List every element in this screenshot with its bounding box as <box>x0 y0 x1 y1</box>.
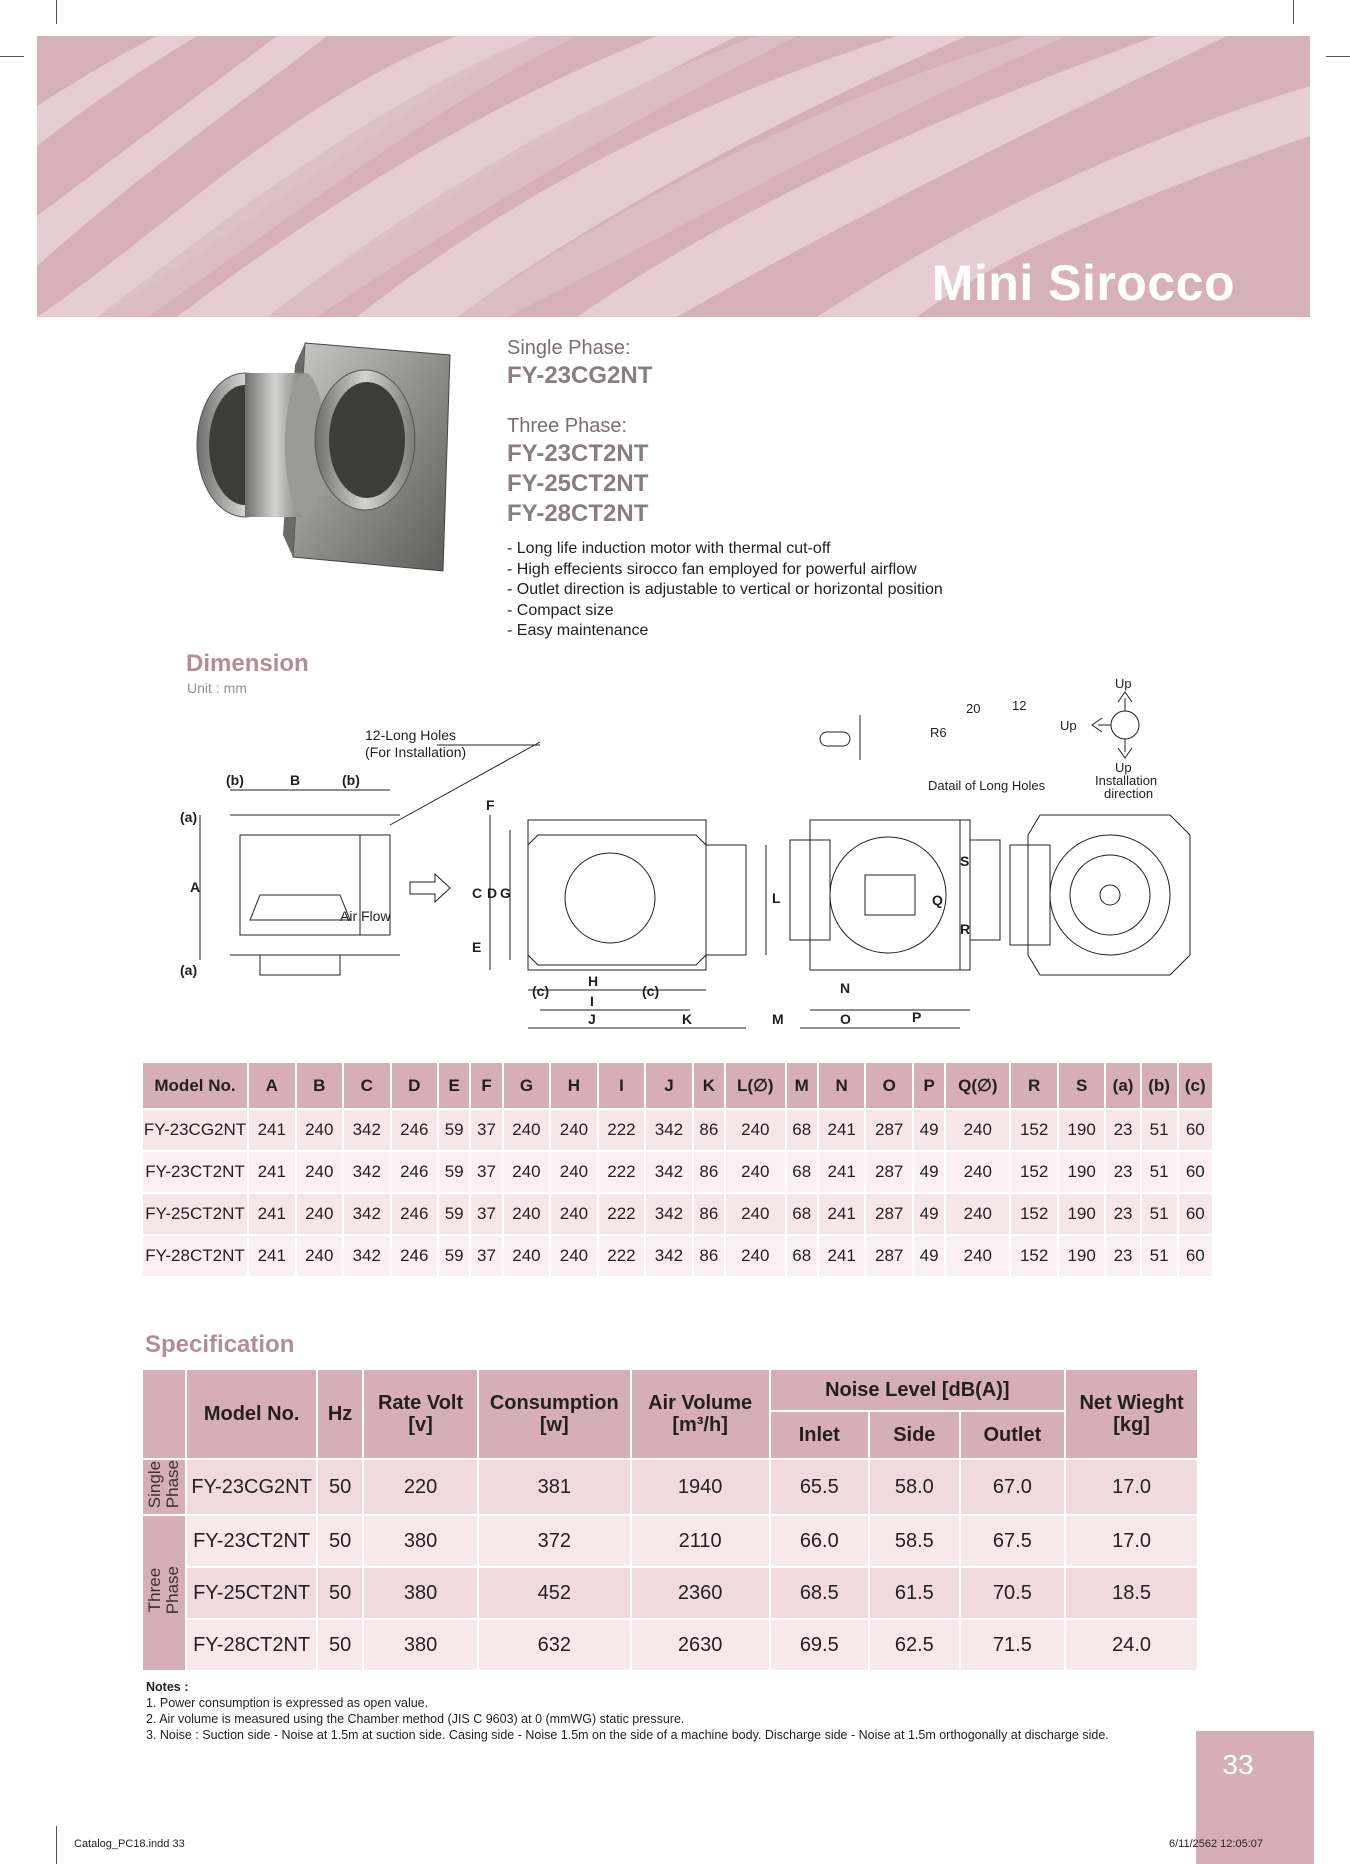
label-12: 12 <box>1012 698 1027 713</box>
label-installation: Installation <box>1095 773 1158 788</box>
dimension-cell: 240 <box>726 1236 785 1276</box>
column-header: Model No. <box>143 1063 247 1108</box>
dimension-cell: 59 <box>439 1236 469 1276</box>
note-item: 1. Power consumption is expressed as open value. <box>146 1696 429 1710</box>
dimension-cell: 241 <box>819 1236 865 1276</box>
side-cell: 62.5 <box>870 1620 959 1670</box>
model-cell: FY-23CG2NT <box>187 1460 316 1514</box>
label-up: Up <box>1060 718 1077 733</box>
dimension-cell: 342 <box>344 1236 390 1276</box>
single-phase-label: Single Phase: <box>507 337 631 359</box>
weight-cell: 24.0 <box>1066 1620 1197 1670</box>
model-cell: FY-23CT2NT <box>143 1152 247 1192</box>
air-volume-label: Air Volume <box>648 1392 753 1414</box>
dimension-cell: 241 <box>249 1110 295 1150</box>
dimension-cell: 51 <box>1142 1236 1177 1276</box>
model-cell: FY-28CT2NT <box>143 1236 247 1276</box>
dimension-cell: 51 <box>1142 1110 1177 1150</box>
model-cell: FY-25CT2NT <box>187 1568 316 1618</box>
phase-word: Single <box>145 1460 165 1508</box>
dimension-cell: 152 <box>1011 1152 1057 1192</box>
label-P: P <box>912 1009 922 1025</box>
dimension-cell: 222 <box>599 1236 645 1276</box>
label-I: I <box>590 993 594 1009</box>
consumption-cell: 452 <box>479 1568 630 1618</box>
column-header: A <box>249 1063 295 1108</box>
label-up: Up <box>1115 676 1132 691</box>
dimension-table <box>141 1061 1214 1278</box>
table-row <box>143 1460 1197 1514</box>
dimension-cell: 342 <box>646 1236 692 1276</box>
label-A: A <box>190 879 201 895</box>
hz-cell: 50 <box>318 1516 362 1566</box>
dimension-cell: 190 <box>1059 1236 1105 1276</box>
column-header: (c) <box>1179 1063 1212 1108</box>
air-volume-cell: 2630 <box>632 1620 769 1670</box>
dimension-cell: 241 <box>249 1194 295 1234</box>
model-cell: FY-25CT2NT <box>143 1194 247 1234</box>
label-D: D <box>487 885 498 901</box>
dimension-cell: 240 <box>297 1194 343 1234</box>
table-row <box>143 1568 1197 1618</box>
dimension-cell: 240 <box>726 1110 785 1150</box>
label-H: H <box>588 973 599 989</box>
product-intro <box>507 335 1067 642</box>
phase-word: Phase <box>163 1566 183 1615</box>
dimension-cell: 23 <box>1106 1110 1139 1150</box>
dimension-cell: 240 <box>504 1110 550 1150</box>
label-K: K <box>682 1011 693 1027</box>
rate-volt-label: Rate Volt <box>377 1392 464 1414</box>
label-a: (a) <box>180 962 198 978</box>
column-header: Side <box>870 1412 959 1458</box>
dimension-cell: 23 <box>1106 1194 1139 1234</box>
dimension-cell: 59 <box>439 1152 469 1192</box>
dimension-cell: 287 <box>866 1194 912 1234</box>
consumption-cell: 381 <box>479 1460 630 1514</box>
consumption-cell: 372 <box>479 1516 630 1566</box>
inlet-cell: 69.5 <box>771 1620 869 1670</box>
unit-label: Unit : mm <box>187 680 247 696</box>
label-c: (c) <box>642 983 660 999</box>
dimension-cell: 51 <box>1142 1194 1177 1234</box>
feature-list <box>507 539 1067 642</box>
label-L: L <box>772 890 781 906</box>
label-S: S <box>960 853 970 869</box>
dimension-cell: 59 <box>439 1110 469 1150</box>
dimension-cell: 287 <box>866 1110 912 1150</box>
inlet-cell: 65.5 <box>771 1460 869 1514</box>
column-header: N <box>819 1063 865 1108</box>
footer-file: Catalog_PC18.indd 33 <box>74 1838 185 1850</box>
air-volume-unit: [m³/h] <box>672 1414 728 1436</box>
dimension-cell: 23 <box>1106 1236 1139 1276</box>
crop-mark <box>1326 56 1350 57</box>
column-header: Inlet <box>771 1412 869 1458</box>
dimension-cell: 49 <box>914 1152 944 1192</box>
dimension-cell: 190 <box>1059 1152 1105 1192</box>
model-name: FY-23CG2NT <box>507 362 653 389</box>
dimension-cell: 240 <box>726 1152 785 1192</box>
column-header: P <box>914 1063 944 1108</box>
column-header: C <box>344 1063 390 1108</box>
column-header: J <box>646 1063 692 1108</box>
table-row <box>143 1516 1197 1566</box>
dimension-cell: 246 <box>392 1110 438 1150</box>
column-header: L(∅) <box>726 1063 785 1108</box>
column-header: K <box>694 1063 724 1108</box>
label-for-installation: (For Installation) <box>365 744 467 760</box>
dimension-cell: 68 <box>787 1236 817 1276</box>
crop-mark <box>1293 0 1294 24</box>
table-row <box>143 1110 1212 1150</box>
column-header: R <box>1011 1063 1057 1108</box>
side-cell: 58.5 <box>870 1516 959 1566</box>
dimension-cell: 342 <box>344 1194 390 1234</box>
outlet-cell: 67.5 <box>961 1516 1065 1566</box>
column-header: Hz <box>318 1370 362 1458</box>
dimension-cell: 240 <box>297 1152 343 1192</box>
column-header <box>1066 1370 1197 1458</box>
note-item: 3. Noise : Suction side - Noise at 1.5m at suction side. Casing side - Noise 1.5m on the side of a machine body. Discharge side - Noise at 1.5m orthogonally at discharge side. <box>146 1728 1109 1742</box>
dimension-cell: 190 <box>1059 1194 1105 1234</box>
dimension-cell: 86 <box>694 1194 724 1234</box>
hz-cell: 50 <box>318 1460 362 1514</box>
note-item: 2. Air volume is measured using the Chamber method (JIS C 9603) at 0 (mmWG) static pressure. <box>146 1712 685 1726</box>
dimension-cell: 152 <box>1011 1110 1057 1150</box>
dimension-cell: 342 <box>646 1152 692 1192</box>
dimension-cell: 240 <box>946 1236 1009 1276</box>
model-cell: FY-28CT2NT <box>187 1620 316 1670</box>
dimension-cell: 240 <box>504 1152 550 1192</box>
dimension-cell: 222 <box>599 1152 645 1192</box>
column-header: Outlet <box>961 1412 1065 1458</box>
table-row <box>143 1620 1197 1670</box>
crop-mark <box>56 1826 57 1864</box>
dimension-cell: 222 <box>599 1110 645 1150</box>
label-G: G <box>500 885 511 901</box>
phase-single <box>143 1460 185 1514</box>
label-c: (c) <box>532 983 550 999</box>
feature-item: - Easy maintenance <box>507 622 649 639</box>
dimension-cell: 240 <box>297 1236 343 1276</box>
model-cell: FY-23CT2NT <box>187 1516 316 1566</box>
dimension-cell: 51 <box>1142 1152 1177 1192</box>
dimension-cell: 152 <box>1011 1236 1057 1276</box>
volt-cell: 380 <box>364 1568 477 1618</box>
label-O: O <box>840 1011 851 1027</box>
weight-cell: 17.0 <box>1066 1516 1197 1566</box>
side-cell: 58.0 <box>870 1460 959 1514</box>
label-N: N <box>840 980 851 996</box>
dimension-cell: 49 <box>914 1236 944 1276</box>
page-number: 33 <box>1222 1749 1254 1780</box>
crop-mark <box>0 56 24 57</box>
air-volume-cell: 1940 <box>632 1460 769 1514</box>
dimension-cell: 49 <box>914 1194 944 1234</box>
dimension-cell: 86 <box>694 1152 724 1192</box>
label-air-flow: Air Flow <box>340 908 391 924</box>
dimension-cell: 287 <box>866 1236 912 1276</box>
model-name: FY-28CT2NT <box>507 500 649 527</box>
air-volume-cell: 2360 <box>632 1568 769 1618</box>
dimension-cell: 240 <box>297 1110 343 1150</box>
dimension-cell: 240 <box>946 1194 1009 1234</box>
product-photo <box>185 335 455 573</box>
table-row <box>143 1236 1212 1276</box>
label-20: 20 <box>966 701 981 716</box>
dimension-title: Dimension <box>186 650 309 677</box>
dimension-cell: 68 <box>787 1110 817 1150</box>
label-B: B <box>290 772 301 788</box>
air-volume-cell: 2110 <box>632 1516 769 1566</box>
column-header: S <box>1059 1063 1105 1108</box>
side-cell: 61.5 <box>870 1568 959 1618</box>
dimension-cell: 287 <box>866 1152 912 1192</box>
dimension-cell: 60 <box>1179 1152 1212 1192</box>
dimension-cell: 190 <box>1059 1110 1105 1150</box>
table-row <box>143 1152 1212 1192</box>
inlet-cell: 66.0 <box>771 1516 869 1566</box>
column-header: (b) <box>1142 1063 1177 1108</box>
dimension-cell: 37 <box>471 1152 501 1192</box>
volt-cell: 380 <box>364 1620 477 1670</box>
label-a: (a) <box>180 809 198 825</box>
label-b: (b) <box>226 772 244 788</box>
phase-label <box>146 1460 182 1508</box>
dimension-cell: 240 <box>504 1194 550 1234</box>
consumption-unit: [w] <box>539 1414 569 1436</box>
column-header: H <box>551 1063 597 1108</box>
table-row <box>143 1194 1212 1234</box>
label-M: M <box>772 1011 784 1027</box>
weight-cell: 18.5 <box>1066 1568 1197 1618</box>
dimension-cell: 37 <box>471 1194 501 1234</box>
dimension-cell: 152 <box>1011 1194 1057 1234</box>
dimension-cell: 49 <box>914 1110 944 1150</box>
label-Q: Q <box>932 892 943 908</box>
model-name: FY-25CT2NT <box>507 470 649 497</box>
dimension-cell: 86 <box>694 1110 724 1150</box>
outlet-cell: 71.5 <box>961 1620 1065 1670</box>
label-C: C <box>472 885 483 901</box>
volt-cell: 380 <box>364 1516 477 1566</box>
dimension-cell: 240 <box>551 1110 597 1150</box>
feature-item: - Long life induction motor with thermal cut-off <box>507 540 831 557</box>
dimension-cell: 240 <box>551 1152 597 1192</box>
column-header: E <box>439 1063 469 1108</box>
dimension-cell: 60 <box>1179 1236 1212 1276</box>
phase-header <box>143 1370 185 1458</box>
dimension-drawings <box>160 670 1200 1040</box>
dimension-cell: 342 <box>344 1152 390 1192</box>
dimension-cell: 240 <box>946 1152 1009 1192</box>
crop-mark <box>56 0 57 24</box>
three-phase-label: Three Phase: <box>507 415 628 437</box>
weight-cell: 17.0 <box>1066 1460 1197 1514</box>
dimension-cell: 222 <box>599 1194 645 1234</box>
dimension-cell: 60 <box>1179 1194 1212 1234</box>
column-header: F <box>471 1063 501 1108</box>
hz-cell: 50 <box>318 1568 362 1618</box>
column-header: Model No. <box>187 1370 316 1458</box>
label-R: R <box>960 921 971 937</box>
consumption-label: Consumption <box>489 1392 619 1414</box>
label-detail-long-holes: Datail of Long Holes <box>928 778 1046 793</box>
dimension-cell: 246 <box>392 1152 438 1192</box>
column-header: B <box>297 1063 343 1108</box>
dimension-cell: 241 <box>249 1152 295 1192</box>
column-header <box>364 1370 477 1458</box>
column-header: Noise Level [dB(A)] <box>771 1370 1065 1410</box>
dimension-cell: 240 <box>504 1236 550 1276</box>
hz-cell: 50 <box>318 1620 362 1670</box>
dimension-cell: 241 <box>819 1194 865 1234</box>
page-title: Mini Sirocco <box>931 255 1235 311</box>
table-header-row <box>143 1063 1212 1108</box>
dimension-cell: 37 <box>471 1236 501 1276</box>
column-header: I <box>599 1063 645 1108</box>
dimension-cell: 37 <box>471 1110 501 1150</box>
footer-timestamp: 6/11/2562 12:05:07 <box>1169 1838 1263 1850</box>
label-J: J <box>588 1011 596 1027</box>
dimension-cell: 240 <box>946 1110 1009 1150</box>
header-banner <box>37 36 1310 317</box>
phase-word: Three <box>145 1567 165 1613</box>
label-F: F <box>486 797 495 813</box>
dimension-cell: 60 <box>1179 1110 1212 1150</box>
phase-word: Phase <box>163 1460 183 1509</box>
dimension-cell: 240 <box>726 1194 785 1234</box>
label-long-holes: 12-Long Holes <box>365 727 457 743</box>
notes-title: Notes : <box>146 1680 189 1694</box>
dimension-cell: 23 <box>1106 1152 1139 1192</box>
dimension-cell: 59 <box>439 1194 469 1234</box>
column-header: M <box>787 1063 817 1108</box>
net-weight-label: Net Wieght <box>1079 1392 1184 1414</box>
column-header <box>479 1370 630 1458</box>
phase-label <box>146 1566 182 1614</box>
column-header: Q(∅) <box>946 1063 1009 1108</box>
feature-item: - Outlet direction is adjustable to vertical or horizontal position <box>507 581 943 598</box>
dimension-cell: 241 <box>819 1110 865 1150</box>
dimension-cell: 68 <box>787 1194 817 1234</box>
dimension-cell: 241 <box>249 1236 295 1276</box>
dimension-cell: 342 <box>646 1110 692 1150</box>
dimension-cell: 68 <box>787 1152 817 1192</box>
table-header-row <box>143 1370 1197 1410</box>
column-header: (a) <box>1106 1063 1139 1108</box>
specification-table <box>141 1368 1199 1672</box>
net-weight-unit: [kg] <box>1113 1414 1150 1436</box>
dimension-cell: 240 <box>551 1194 597 1234</box>
model-name: FY-23CT2NT <box>507 440 649 467</box>
column-header: G <box>504 1063 550 1108</box>
outlet-cell: 70.5 <box>961 1568 1065 1618</box>
label-b: (b) <box>342 772 360 788</box>
label-direction: direction <box>1104 786 1154 801</box>
dimension-cell: 246 <box>392 1236 438 1276</box>
phase-three <box>143 1516 185 1670</box>
specification-title: Specification <box>145 1331 295 1358</box>
dimension-cell: 246 <box>392 1194 438 1234</box>
column-header <box>632 1370 769 1458</box>
label-up: Up <box>1115 760 1132 775</box>
volt-cell: 220 <box>364 1460 477 1514</box>
label-r6: R6 <box>930 725 947 740</box>
column-header: O <box>866 1063 912 1108</box>
feature-item: - Compact size <box>507 601 614 619</box>
rate-volt-unit: [v] <box>408 1414 433 1436</box>
model-cell: FY-23CG2NT <box>143 1110 247 1150</box>
dimension-cell: 240 <box>551 1236 597 1276</box>
dimension-cell: 342 <box>344 1110 390 1150</box>
outlet-cell: 67.0 <box>961 1460 1065 1514</box>
consumption-cell: 632 <box>479 1620 630 1670</box>
dimension-cell: 342 <box>646 1194 692 1234</box>
notes <box>146 1679 1109 1743</box>
dimension-cell: 241 <box>819 1152 865 1192</box>
feature-item: - High effecients sirocco fan employed for powerful airflow <box>507 560 917 578</box>
column-header: D <box>392 1063 438 1108</box>
dimension-cell: 86 <box>694 1236 724 1276</box>
label-E: E <box>472 939 482 955</box>
inlet-cell: 68.5 <box>771 1568 869 1618</box>
